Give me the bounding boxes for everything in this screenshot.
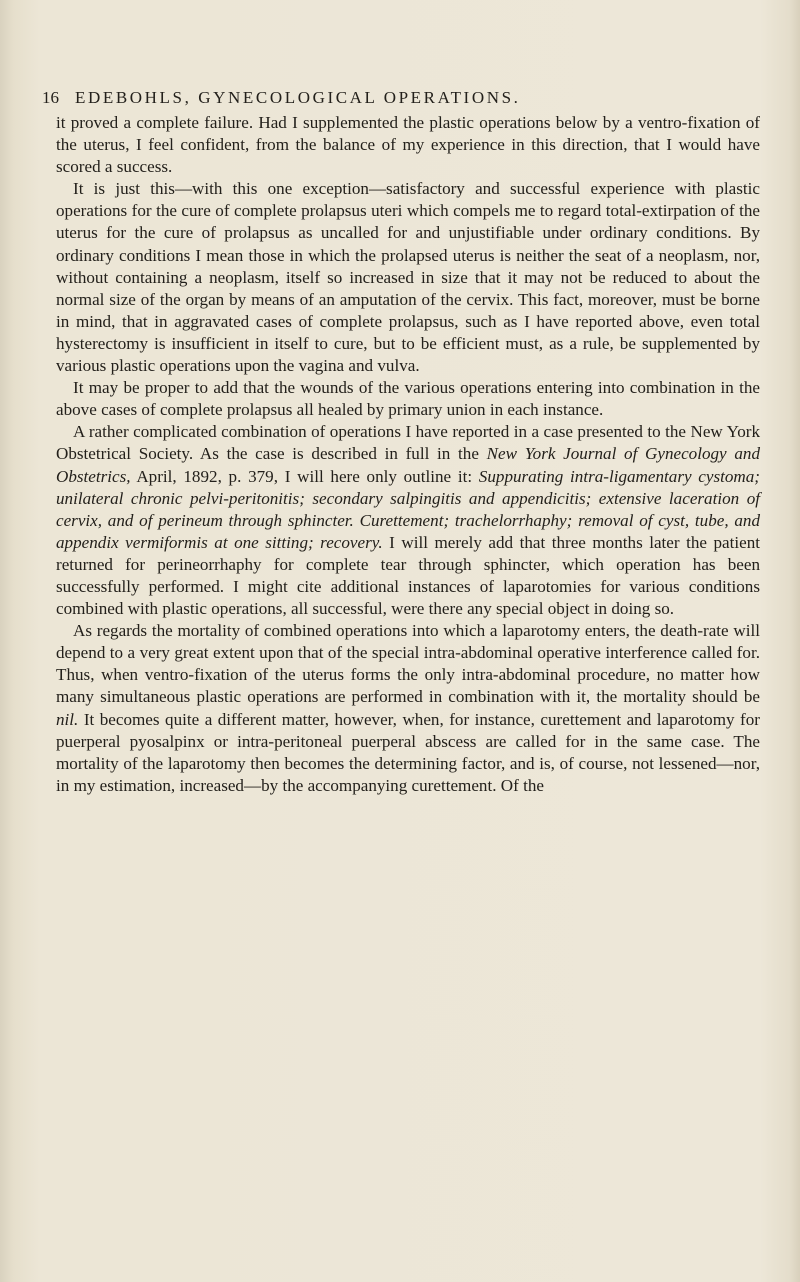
paragraph-5-after: It becomes quite a different matter, however, when, for instance, curettement and laparotomy for puerperal pyosalpinx or intra-peritoneal puerperal abscess are called for in the same case. The mortality of the laparotomy then becomes the determining factor, and is, of course, not lessened—nor, in my estimation, increased—by the accompanying curettement. Of the — [56, 709, 760, 795]
paragraph-2: It is just this—with this one exception—satisfactory and successful experience with plastic operations for the cure of complete prolapsus uteri which compels me to regard total-extirpation of the uterus for the cure of prolapsus as uncalled for and unjustifiable under ordinary conditions. By ordinary conditions I mean those in which the prolapsed uterus is neither the seat of a neoplasm, nor, without containing a neoplasm, itself so increased in size that it may not be reduced to about the normal size of the organ by means of an amputation of the cervix. This fact, moreover, must be borne in mind, that in aggravated cases of complete prolapsus, such as I have reported above, even total hysterectomy is insufficient in itself to cure, but to be efficient must, as a rule, be supplemented by various plastic operations upon the vagina and vulva. — [56, 179, 760, 376]
paragraph-1: it proved a complete failure. Had I supplemented the plastic operations below by a ventro-fixation of the uterus, I feel confident, from the balance of my experience in this direction, that I would have scored a success. — [56, 113, 760, 177]
emphasis-nil: nil. — [56, 709, 79, 729]
paragraph-5-before: As regards the mortality of combined operations into which a laparotomy enters, the death-rate will depend to a very great extent upon that of the special intra-abdominal operative interference called for. Thus, when ventro-fixation of the uterus forms the only intra-abdominal procedure, no matter how many simultaneous plastic operations are performed in combination with it, the mortality should be — [56, 621, 760, 707]
paragraph-4-rest: I will merely add that three months later the patient returned for perineorrhaphy for complete tear through sphincter, which operation has been successfully performed. I might cite additional instances of laparotomies for various conditions combined with plastic operations, all successful, were there any special object in doing so. — [56, 532, 760, 619]
paragraph-5 — [56, 620, 760, 797]
case-outline: Suppurating intra-ligamentary cystoma; unilateral chronic pelvi-peritonitis; secondary salpingitis and appendicitis; extensive laceration of cervix, and of perineum through sphincter. Curettement; trachelorrhaphy; removal of cyst, tube, and appendix vermiformis at one sitting; recovery. — [56, 466, 760, 552]
journal-citation: April, 1892, p. 379, I will here only outline it: — [130, 466, 479, 486]
page-header — [42, 88, 762, 112]
paragraph-4 — [56, 421, 760, 620]
running-title: EDEBOHLS, GYNECOLOGICAL OPERATIONS. — [75, 88, 521, 107]
journal-title: New York Journal of Gynecology and Obstetrics, — [56, 444, 760, 486]
page-number: 16 — [42, 88, 59, 107]
body-text — [56, 112, 760, 797]
paragraph-3: It may be proper to add that the wounds of the various operations entering into combination in the above cases of complete prolapsus all healed by primary union in each instance. — [56, 378, 760, 420]
paragraph-4-intro: A rather complicated combination of operations I have reported in a case presented to the New York Obstetrical Society. As the case is described in full in the — [56, 422, 760, 464]
